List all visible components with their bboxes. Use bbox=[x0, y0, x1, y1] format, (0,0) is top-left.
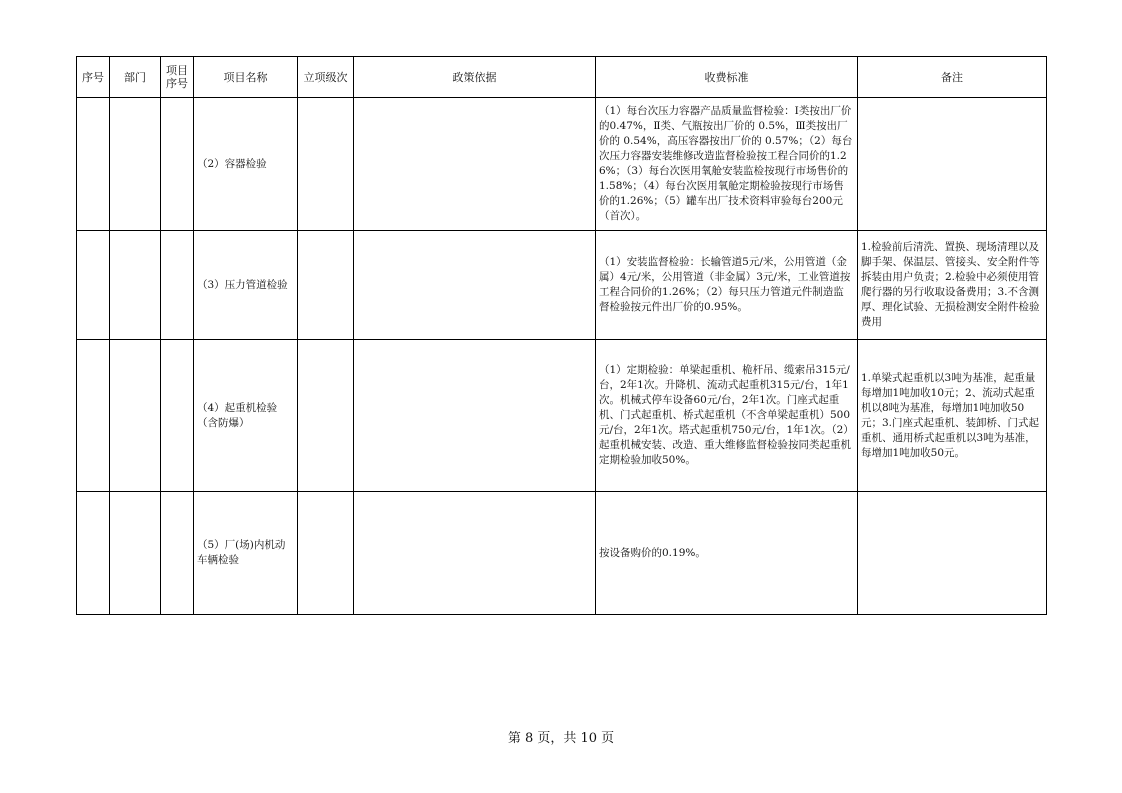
header-policy: 政策依据 bbox=[354, 57, 596, 98]
seq-cell bbox=[77, 231, 110, 340]
table-row bbox=[77, 340, 1047, 492]
level-cell bbox=[298, 231, 354, 340]
fee-table bbox=[76, 56, 1047, 615]
table-row bbox=[77, 492, 1047, 615]
policy-cell bbox=[354, 231, 596, 340]
header-fee: 收费标准 bbox=[596, 57, 858, 98]
fee-cell: 按设备购价的0.19%。 bbox=[596, 492, 858, 615]
item-name-cell: （3）压力管道检验 bbox=[194, 231, 298, 340]
item-name-cell: （5）厂(场)内机动车辆检验 bbox=[194, 492, 298, 615]
level-cell bbox=[298, 340, 354, 492]
level-cell bbox=[298, 492, 354, 615]
item-seq-cell bbox=[161, 231, 194, 340]
fee-cell: （1）定期检验：单梁起重机、桅杆吊、缆索吊315元/台，2年1次。升降机、流动式起重机315元/台，1年1次。机械式停车设备60元/台，2年1次。门座式起重机、门式起重机、桥式起重机（不含单梁起重机）500元/台，2年1次。塔式起重机750元/台，1年1次。（2）起重机械安装、改造、重大维修监督检验按同类起重机定期检验加收50%。 bbox=[596, 340, 858, 492]
item-seq-cell bbox=[161, 340, 194, 492]
note-cell: 1.单梁式起重机以3吨为基准，起重量每增加1吨加收10元；2、流动式起重机以8吨为基准，每增加1吨加收50元；3.门座式起重机、装卸桥、门式起重机、通用桥式起重机以3吨为基准，每增加1吨加收50元。 bbox=[858, 340, 1047, 492]
policy-cell bbox=[354, 340, 596, 492]
seq-cell bbox=[77, 340, 110, 492]
note-cell bbox=[858, 492, 1047, 615]
item-seq-cell bbox=[161, 492, 194, 615]
header-row bbox=[77, 57, 1047, 98]
item-name-cell: （4）起重机检验（含防爆） bbox=[194, 340, 298, 492]
seq-cell bbox=[77, 492, 110, 615]
header-dept: 部门 bbox=[110, 57, 161, 98]
policy-cell bbox=[354, 98, 596, 231]
dept-cell bbox=[110, 98, 161, 231]
header-seq: 序号 bbox=[77, 57, 110, 98]
header-item-name: 项目名称 bbox=[194, 57, 298, 98]
table-row bbox=[77, 98, 1047, 231]
level-cell bbox=[298, 98, 354, 231]
table-row bbox=[77, 231, 1047, 340]
policy-cell bbox=[354, 492, 596, 615]
item-seq-cell bbox=[161, 98, 194, 231]
fee-cell: （1）安装监督检验：长输管道5元/米，公用管道（金属）4元/米，公用管道（非金属）3元/米，工业管道按工程合同价的1.26%；（2）每只压力管道元件制造监督检验按元件出厂价的0.95%。 bbox=[596, 231, 858, 340]
seq-cell bbox=[77, 98, 110, 231]
dept-cell bbox=[110, 340, 161, 492]
header-note: 备注 bbox=[858, 57, 1047, 98]
header-level: 立项级次 bbox=[298, 57, 354, 98]
item-name-cell: （2）容器检验 bbox=[194, 98, 298, 231]
note-cell bbox=[858, 98, 1047, 231]
note-cell: 1.检验前后清洗、置换、现场清理以及脚手架、保温层、管接头、安全附件等拆装由用户负责；2.检验中必须使用管爬行器的另行收取设备费用；3.不含测厚、理化试验、无损检测安全附件检验费用 bbox=[858, 231, 1047, 340]
page-number: 第 8 页，共 10 页 bbox=[507, 731, 615, 746]
header-item-seq: 项目序号 bbox=[161, 57, 194, 98]
fee-cell: （1）每台次压力容器产品质量监督检验：Ⅰ类按出厂价的0.47%，Ⅱ类、气瓶按出厂价的 0.5%，Ⅲ类按出厂价的 0.54%，高压容器按出厂价的 0.57%；（2）每台次压力容器安装维修改造监督检验按工程合同价的1.26%；（3）每台次医用氧舱安装监检按现行市场售价的1.58%；（4）每台次医用氧舱定期检验按现行市场售价的1.26%；（5）罐车出厂技术资料审验每台200元（首次）。 bbox=[596, 98, 858, 231]
dept-cell bbox=[110, 492, 161, 615]
dept-cell bbox=[110, 231, 161, 340]
